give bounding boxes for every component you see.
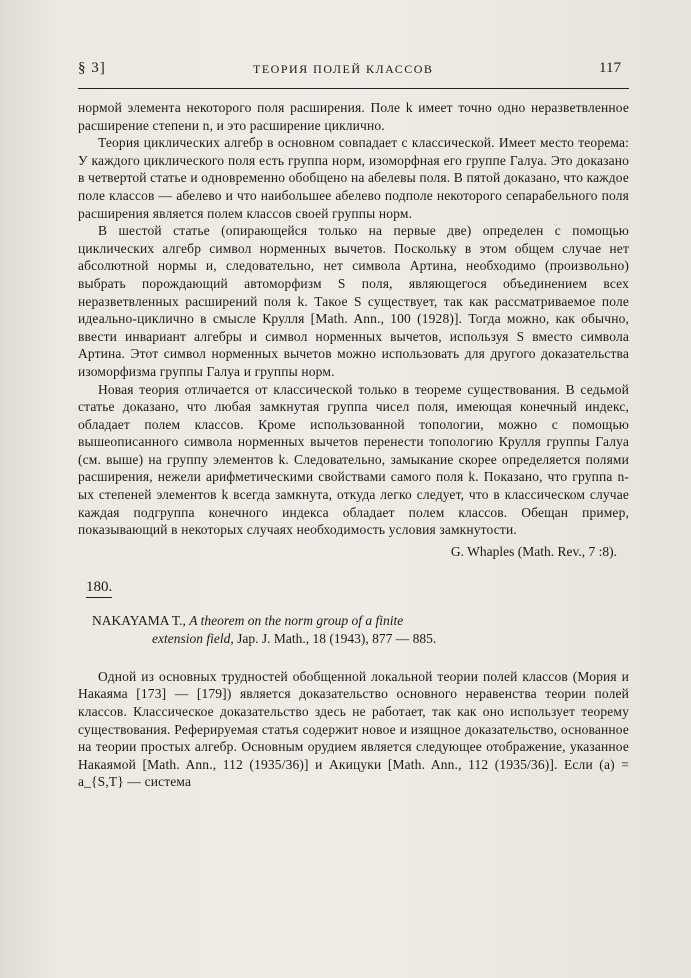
paragraph-5: Одной из основных трудностей обобщенной локальной теории полей классов (Мория и Накаяма [173] — [179]) является доказательство основного неравенства теории полей классов. Классическое доказательство здесь не работает, так как оно использует теорему существования. Реферируемая статья содержит новое и изящное доказательство, основанное на теории простых алгебр. Основным орудием является следующее отображение, указанное Накаямой [Math. Ann., 112 (1935/36)] и Акицуки [Math. Ann., 112 (1935/36)]. Если (a) = a_{S,T} — система [78,668,629,790]
paragraph-1: нормой элемента некоторого поля расширения. Поле k имеет точно одно неразветвленное расширение степени n, и это расширение циклично. [78,100,629,133]
review-signature: G. Whaples (Math. Rev., 7 :8). [450,543,617,559]
paragraph-4: Новая теория отличается от классической только в теореме существования. В седьмой статье доказано, что любая замкнутая группа чисел поля, имеющая конечный индекс, обладает полем классов. Кроме использованной топологии, можно с помощью вышеописанного символа норменных вычетов перенести топологию Крулля группы Галуа (см. выше) на группу элементов k. Следовательно, замыкание скорее определяется полями расширения, нежели арифметическими свойствами самого поля k. Показано, что группа n-ых степеней элементов k всегда замкнута, откуда легко следует, что в классическом случае каждая подгруппа конечного индекса обладает полем классов. Обещан пример, показывающий в некоторых случаях необходимость условия замкнутости. [78,381,629,538]
review-text-2 [78,668,629,791]
page-number: 117 [599,60,621,76]
ref-author: NAKAYAMA T., [92,612,186,628]
ref-source: Jap. J. Math., 18 (1943), 877 — 885. [237,630,437,646]
review-text [78,99,629,539]
ref-title-1: A theorem on the norm group of a finite [189,612,404,628]
paragraph-2: Теория циклических алгебр в основном совпадает с классической. Имеет место теорема: У каждого циклического поля есть группа норм, изоморфная его группе Галуа. Это доказано в четвертой статье и одновременно обобщено на абелевы поля. В пятой доказано, что каждое поле классов — абелево и что наибольшее абелево подполе некоторого сепарабельного поля расширения является полем классов своей группы норм. [78,135,629,221]
bibliographic-reference [78,612,629,648]
section-mark: § 3] [78,60,106,76]
entry-number: 180. [86,579,112,598]
running-title: ТЕОРИЯ ПОЛЕЙ КЛАССОВ [253,62,434,76]
ref-title-2: extension field, [152,630,234,646]
running-header [78,56,629,89]
paragraph-3: В шестой статье (опирающейся только на первые две) определен с помощью циклических алгебр символ норменных вычетов. Поскольку в этом общем случае нет абсолютной нормы и, следовательно, нет символа Артина, необходимо (произвольно) выбрать порождающий автоморфизм S поля, являющегося объединением всех неразветвленных расширений поля k. Такое S существует, так как рассматриваемое поле идеально-циклично в смысле Крулля [Math. Ann., 100 (1928)]. Тогда можно, как обычно, ввести инвариант алгебры и символ норменных вычетов, используя S вместо символа Артина. Этот символ норменных вычетов можно использовать для другого доказательства изоморфизма группы Галуа и группы норм. [78,223,629,379]
